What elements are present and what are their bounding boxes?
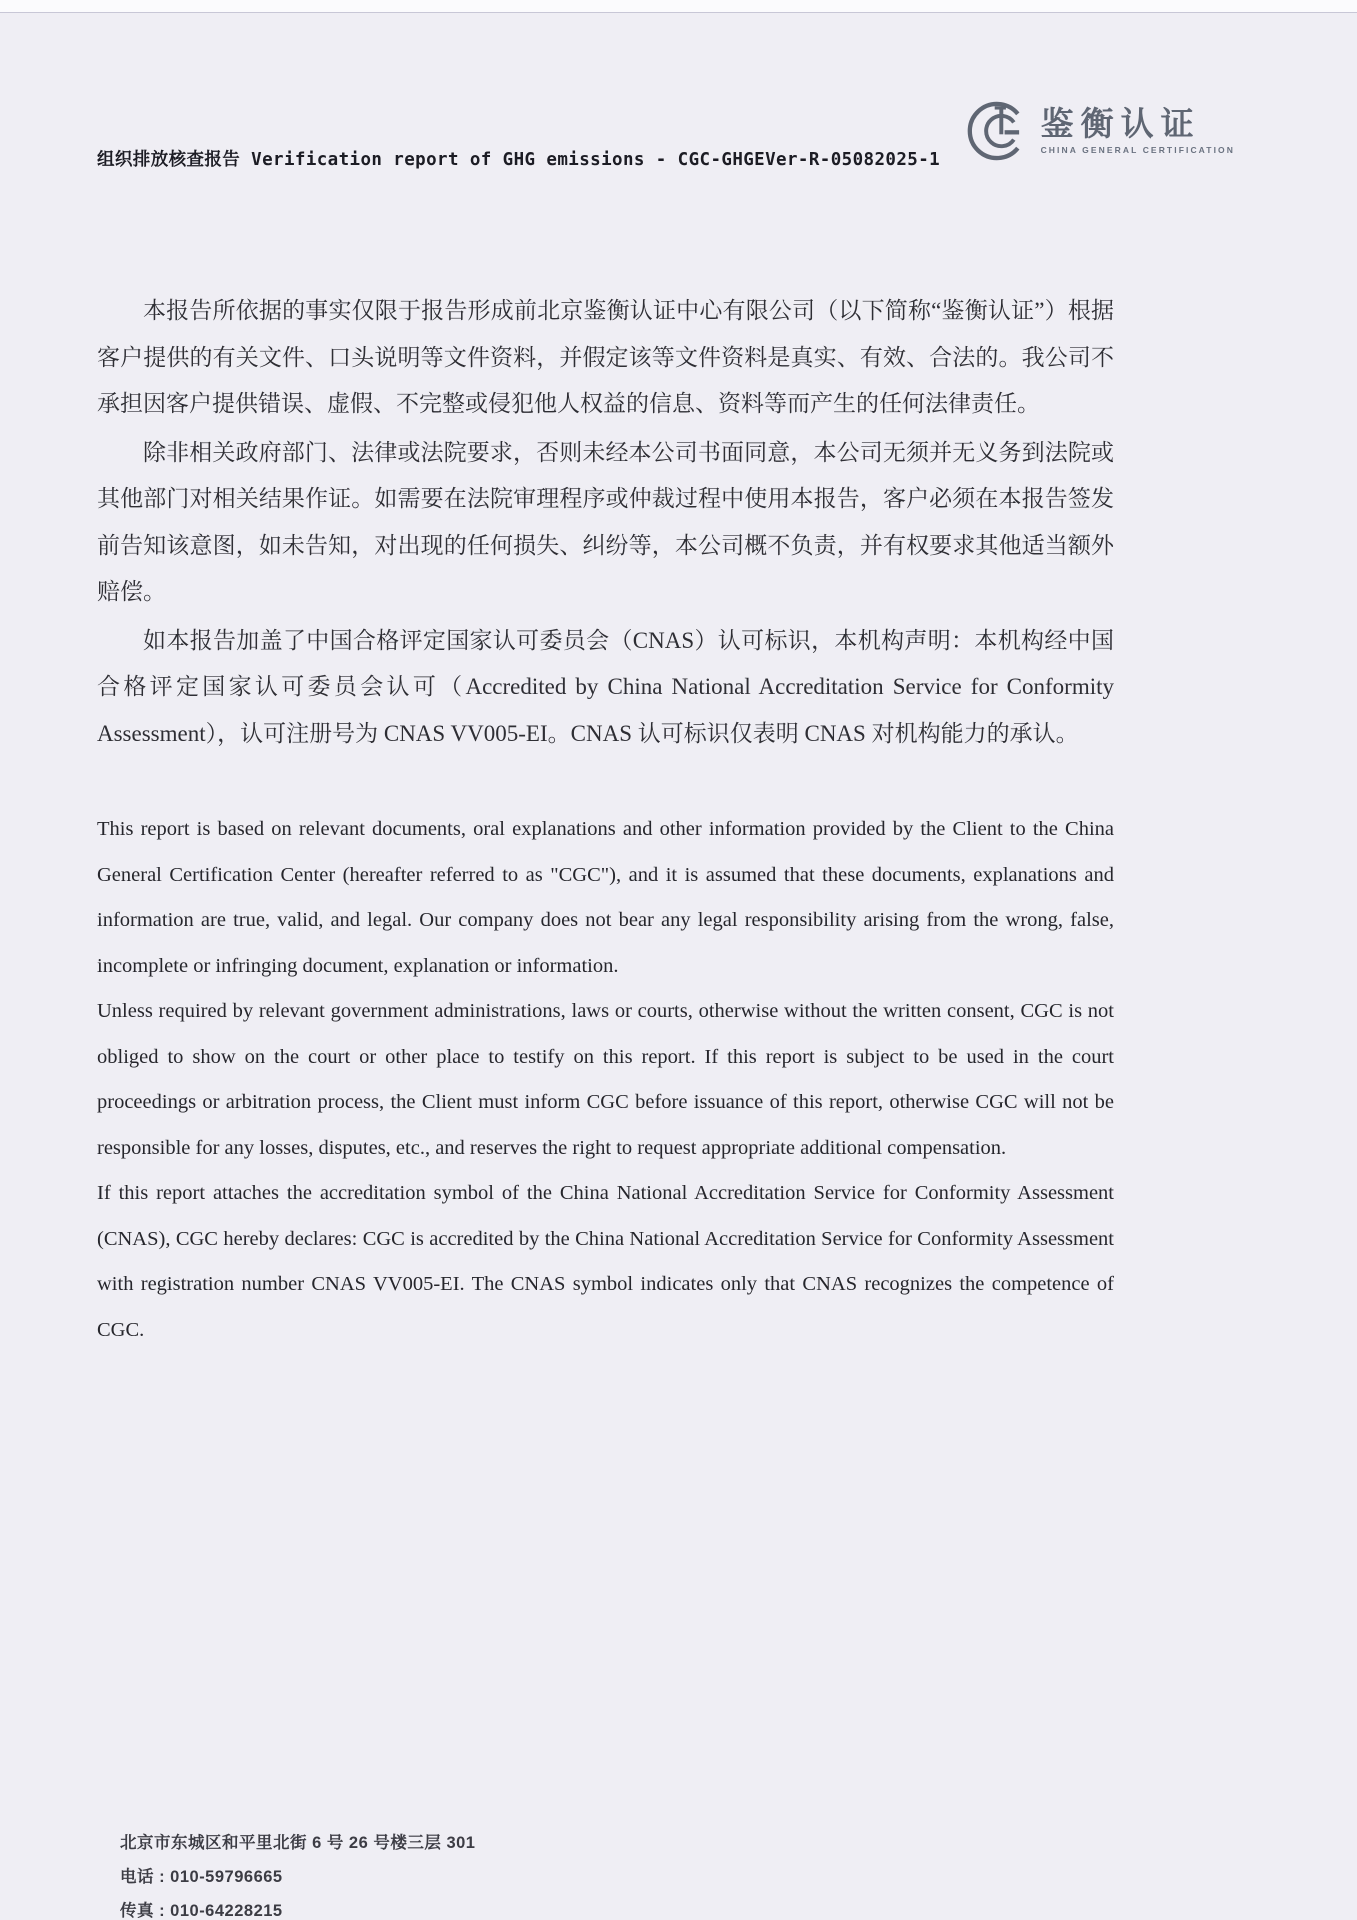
chinese-disclaimer-block: [97, 288, 1114, 757]
en-paragraph-3: If this report attaches the accreditation symbol of the China National Accreditation Service for Conformity Assessment (CNAS), CGC hereby declares: CGC is accredited by the China National Accreditation Service for Conformity Assessment with registration number CNAS VV005-EI. The CNAS symbol indicates only that CNAS recognizes the competence of CGC.: [97, 1182, 1114, 1341]
cgc-monogram-icon: [965, 98, 1031, 164]
document-header-title: 组织排放核查报告 Verification report of GHG emissions - CGC-GHGEVer-R-05082025-1: [97, 150, 941, 170]
footer-address: 北京市东城区和平里北街 6 号 26 号楼三层 301: [120, 1834, 476, 1852]
cn-paragraph-2: 除非相关政府部门、法律或法院要求，否则未经本公司书面同意，本公司无须并无义务到法院或其他部门对相关结果作证。如需要在法院审理程序或仲裁过程中使用本报告，客户必须在本报告签发前告知该意图，如未告知，对出现的任何损失、纠纷等，本公司概不负责，并有权要求其他适当额外赔偿。: [97, 439, 1114, 604]
footer-fax: 传真 : 010-64228215: [120, 1902, 283, 1920]
report-body: [97, 288, 1114, 1353]
scan-edge-strip: [0, 0, 1357, 13]
logo-brand-name: 鉴衡认证: [1040, 105, 1201, 143]
footer-telephone: 电话 : 010-59796665: [120, 1868, 283, 1886]
en-paragraph-1: This report is based on relevant documents, oral explanations and other information provided by the Client to the China General Certification Center (hereafter referred to as "CGC"), and it is assumed that these documents, explanations and information are true, valid, and legal. Our company does not bear any legal responsibility arising from the wrong, false, incomplete or infringing document, explanation or information.: [97, 818, 1114, 977]
english-disclaimer-block: [97, 807, 1114, 1353]
cgc-logo: [965, 98, 1235, 164]
document-footer: [120, 1826, 475, 1920]
logo-tagline: CHINA GENERAL CERTIFICATION: [1040, 144, 1235, 155]
cn-paragraph-1: 本报告所依据的事实仅限于报告形成前北京鉴衡认证中心有限公司（以下简称“鉴衡认证”）根据客户提供的有关文件、口头说明等文件资料，并假定该等文件资料是真实、有效、合法的。我公司不承担因客户提供错误、虚假、不完整或侵犯他人权益的信息、资料等而产生的任何法律责任。: [97, 298, 1114, 416]
logo-text-block: [1041, 107, 1235, 155]
en-paragraph-2: Unless required by relevant government administrations, laws or courts, otherwise without the written consent, CGC is not obliged to show on the court or other place to testify on this report. If this report is subject to be used in the court proceedings or arbitration process, the Client must inform CGC before issuance of this report, otherwise CGC will not be responsible for any losses, disputes, etc., and reserves the right to request appropriate additional compensation.: [97, 1000, 1114, 1159]
cn-paragraph-3: 如本报告加盖了中国合格评定国家认可委员会（CNAS）认可标识，本机构声明：本机构经中国合格评定国家认可委员会认可（Accredited by China National Accreditation Service for Conformity Assessment），认可注册号为 CNAS VV005-EI。CNAS 认可标识仅表明 CNAS 对机构能力的承认。: [97, 627, 1114, 746]
